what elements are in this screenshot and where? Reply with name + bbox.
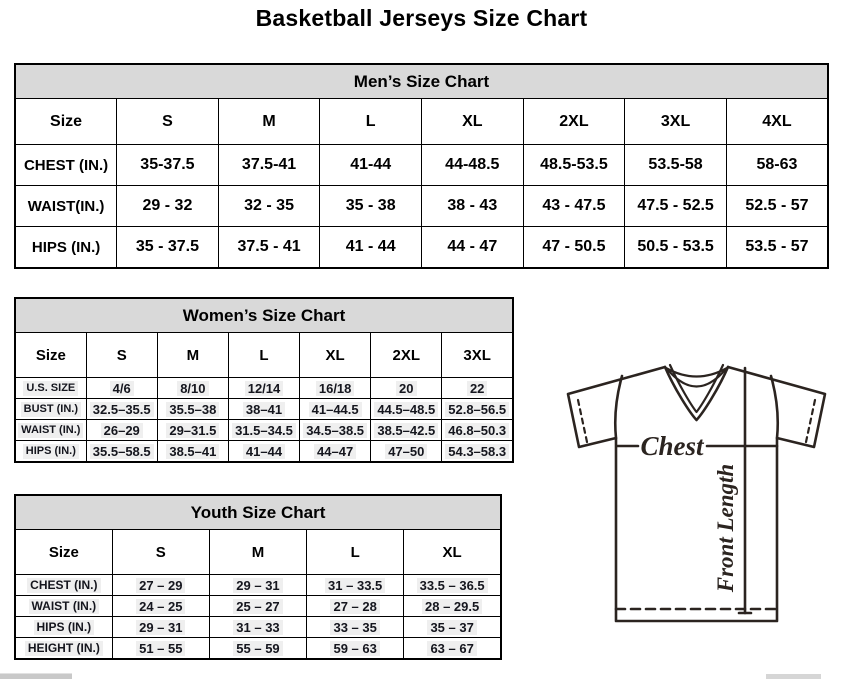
cell-text: 31.5–34.5 <box>232 423 296 438</box>
measurement-cell <box>371 378 442 399</box>
measurement-cell <box>228 378 299 399</box>
measurement-cell: 53.5 - 57 <box>726 227 828 269</box>
cell-text: 32.5–35.5 <box>90 402 154 417</box>
cell-text: 34.5–38.5 <box>303 423 367 438</box>
cell-text: U.S. SIZE <box>23 381 78 396</box>
cell-text: 35 – 37 <box>427 620 476 635</box>
size-header-label: Size <box>15 333 86 378</box>
size-column-header: 3XL <box>442 333 513 378</box>
jersey-right-seam <box>771 376 778 438</box>
cell-text: 44.5–48.5 <box>374 402 438 417</box>
size-column-header: 3XL <box>625 99 727 145</box>
size-column-header: M <box>218 99 320 145</box>
measurement-cell <box>209 575 306 596</box>
measurement-cell <box>157 378 228 399</box>
cell-text: 41–44.5 <box>309 402 362 417</box>
measurement-row <box>15 617 501 638</box>
jersey-outline <box>568 367 825 621</box>
measurement-cell: 50.5 - 53.5 <box>625 227 727 269</box>
measurement-row-label <box>15 399 86 420</box>
page-title: Basketball Jerseys Size Chart <box>255 5 588 31</box>
size-column-header: L <box>307 530 404 575</box>
measurement-cell <box>300 378 371 399</box>
cell-text: 33.5 – 36.5 <box>417 578 488 593</box>
measurement-cell: 37.5-41 <box>218 145 320 186</box>
size-column-header: M <box>157 333 228 378</box>
measurement-cell: 47.5 - 52.5 <box>625 186 727 227</box>
measurement-cell: 44-48.5 <box>422 145 524 186</box>
cell-text: 12/14 <box>245 381 284 396</box>
size-header-label: Size <box>15 530 112 575</box>
size-header-row <box>15 333 513 378</box>
cell-text: 54.3–58.3 <box>445 444 509 459</box>
measurement-row <box>15 399 513 420</box>
youth-size-table <box>14 494 502 660</box>
jersey-collar-inner-v <box>670 365 723 412</box>
table-title-row <box>15 298 513 333</box>
measurement-cell <box>112 617 209 638</box>
cell-text: 8/10 <box>177 381 208 396</box>
measurement-cell <box>300 399 371 420</box>
cell-text: 31 – 33.5 <box>325 578 385 593</box>
cell-text: WAIST (IN.) <box>18 423 83 438</box>
cell-text: 29–31.5 <box>166 423 219 438</box>
cell-text: 4/6 <box>110 381 134 396</box>
cell-text: 59 – 63 <box>330 641 379 656</box>
size-header-row <box>15 99 828 145</box>
cell-text: 41–44 <box>243 444 285 459</box>
cell-text: CHEST (IN.) <box>27 578 100 593</box>
cell-text: BUST (IN.) <box>21 402 81 417</box>
measurement-cell: 41-44 <box>320 145 422 186</box>
measurement-cell <box>228 399 299 420</box>
cell-text: 16/18 <box>316 381 355 396</box>
measurement-row-label <box>15 617 112 638</box>
cell-text: 24 – 25 <box>136 599 185 614</box>
cell-text: 47–50 <box>385 444 427 459</box>
cell-text: 35.5–58.5 <box>90 444 154 459</box>
measurement-cell: 32 - 35 <box>218 186 320 227</box>
measurement-cell: 35-37.5 <box>117 145 219 186</box>
measurement-cell: 53.5-58 <box>625 145 727 186</box>
cell-text: 27 – 28 <box>330 599 379 614</box>
cell-text: 35.5–38 <box>166 402 219 417</box>
measurement-cell <box>86 399 157 420</box>
measurement-row <box>15 575 501 596</box>
measurement-cell <box>371 441 442 463</box>
measurement-cell <box>442 441 513 463</box>
measurement-cell: 41 - 44 <box>320 227 422 269</box>
measurement-row <box>15 596 501 617</box>
measurement-cell <box>404 617 501 638</box>
cell-text: 55 – 59 <box>233 641 282 656</box>
measurement-row <box>15 420 513 441</box>
womens-size-table <box>14 297 514 463</box>
measurement-row <box>15 186 828 227</box>
table-title-row <box>15 495 501 530</box>
measurement-cell <box>209 596 306 617</box>
measurement-row-label <box>15 638 112 660</box>
measurement-cell: 44 - 47 <box>422 227 524 269</box>
cell-text: 38.5–42.5 <box>374 423 438 438</box>
measurement-cell <box>86 441 157 463</box>
measurement-cell: 38 - 43 <box>422 186 524 227</box>
measurement-cell <box>157 399 228 420</box>
measurement-cell <box>228 420 299 441</box>
measurement-cell <box>228 441 299 463</box>
measurement-cell <box>209 617 306 638</box>
cell-text: 63 – 67 <box>427 641 476 656</box>
table-title: Men’s Size Chart <box>15 64 828 99</box>
cell-text: 38–41 <box>243 402 285 417</box>
cell-text: 33 – 35 <box>330 620 379 635</box>
measurement-cell <box>209 638 306 660</box>
measurement-cell: 48.5-53.5 <box>523 145 625 186</box>
measurement-cell: 47 - 50.5 <box>523 227 625 269</box>
measurement-row-label <box>15 378 86 399</box>
cell-text: 52.8–56.5 <box>445 402 509 417</box>
size-column-header: S <box>117 99 219 145</box>
measurement-row-label <box>15 575 112 596</box>
measurement-cell: 58-63 <box>726 145 828 186</box>
measurement-cell <box>112 638 209 660</box>
size-column-header: S <box>112 530 209 575</box>
measurement-cell <box>442 420 513 441</box>
size-column-header: L <box>228 333 299 378</box>
measurement-row <box>15 378 513 399</box>
measurement-row-label <box>15 441 86 463</box>
measurement-cell <box>404 596 501 617</box>
measurement-cell: 35 - 37.5 <box>117 227 219 269</box>
measurement-cell <box>307 575 404 596</box>
measurement-cell: 43 - 47.5 <box>523 186 625 227</box>
cell-text: HEIGHT (IN.) <box>25 641 103 656</box>
size-column-header: 4XL <box>726 99 828 145</box>
chest-label: Chest <box>640 431 704 461</box>
jersey-measurement-diagram <box>560 358 836 630</box>
cell-text: 22 <box>467 381 487 396</box>
cell-text: 28 – 29.5 <box>422 599 482 614</box>
youth-size-chart-section <box>14 494 502 660</box>
measurement-cell <box>300 420 371 441</box>
measurement-row-label: CHEST (IN.) <box>15 145 117 186</box>
mens-size-table <box>14 63 829 269</box>
jersey-left-seam <box>615 376 622 438</box>
front-length-label: Front Length <box>713 463 738 593</box>
cell-text: 29 – 31 <box>233 578 282 593</box>
cell-text: 25 – 27 <box>233 599 282 614</box>
scrollbar-thumb-left[interactable] <box>0 673 72 679</box>
measurement-cell: 29 - 32 <box>117 186 219 227</box>
measurement-row <box>15 441 513 463</box>
measurement-cell <box>112 596 209 617</box>
measurement-cell <box>157 420 228 441</box>
jersey-diagram-svg <box>560 358 836 630</box>
size-header-row <box>15 530 501 575</box>
size-column-header: L <box>320 99 422 145</box>
measurement-cell: 37.5 - 41 <box>218 227 320 269</box>
measurement-cell <box>442 378 513 399</box>
measurement-row <box>15 638 501 660</box>
cell-text: 46.8–50.3 <box>445 423 509 438</box>
table-title: Youth Size Chart <box>15 495 501 530</box>
measurement-row-label <box>15 596 112 617</box>
measurement-row <box>15 227 828 269</box>
measurement-cell <box>86 378 157 399</box>
measurement-cell <box>157 441 228 463</box>
measurement-row-label: HIPS (IN.) <box>15 227 117 269</box>
jersey-right-cuff-stitch <box>806 400 815 442</box>
cell-text: 20 <box>396 381 416 396</box>
cell-text: 29 – 31 <box>136 620 185 635</box>
measurement-row-label <box>15 420 86 441</box>
size-column-header: XL <box>300 333 371 378</box>
size-column-header: M <box>209 530 306 575</box>
cell-text: WAIST (IN.) <box>29 599 100 614</box>
size-column-header: 2XL <box>371 333 442 378</box>
measurement-cell <box>112 575 209 596</box>
measurement-cell <box>404 575 501 596</box>
measurement-row-label: WAIST(IN.) <box>15 186 117 227</box>
size-column-header: 2XL <box>523 99 625 145</box>
cell-text: HIPS (IN.) <box>23 444 79 459</box>
womens-size-chart-section <box>14 297 514 463</box>
cell-text: 51 – 55 <box>136 641 185 656</box>
scrollbar-thumb-right[interactable] <box>766 674 821 679</box>
measurement-cell <box>86 420 157 441</box>
measurement-cell <box>371 399 442 420</box>
size-column-header: S <box>86 333 157 378</box>
cell-text: 27 – 29 <box>136 578 185 593</box>
measurement-cell <box>404 638 501 660</box>
measurement-cell: 52.5 - 57 <box>726 186 828 227</box>
mens-size-chart-section <box>14 63 829 269</box>
cell-text: 38.5–41 <box>166 444 219 459</box>
cell-text: 44–47 <box>314 444 356 459</box>
measurement-cell <box>307 617 404 638</box>
measurement-cell: 35 - 38 <box>320 186 422 227</box>
measurement-cell <box>442 399 513 420</box>
measurement-cell <box>307 638 404 660</box>
measurement-cell <box>307 596 404 617</box>
table-title: Women’s Size Chart <box>15 298 513 333</box>
jersey-left-cuff-stitch <box>578 400 587 442</box>
size-column-header: XL <box>422 99 524 145</box>
table-title-row <box>15 64 828 99</box>
measurement-row <box>15 145 828 186</box>
cell-text: 31 – 33 <box>233 620 282 635</box>
cell-text: HIPS (IN.) <box>34 620 95 635</box>
cell-text: 26–29 <box>101 423 143 438</box>
measurement-cell <box>300 441 371 463</box>
measurement-cell <box>371 420 442 441</box>
size-column-header: XL <box>404 530 501 575</box>
size-header-label: Size <box>15 99 117 145</box>
